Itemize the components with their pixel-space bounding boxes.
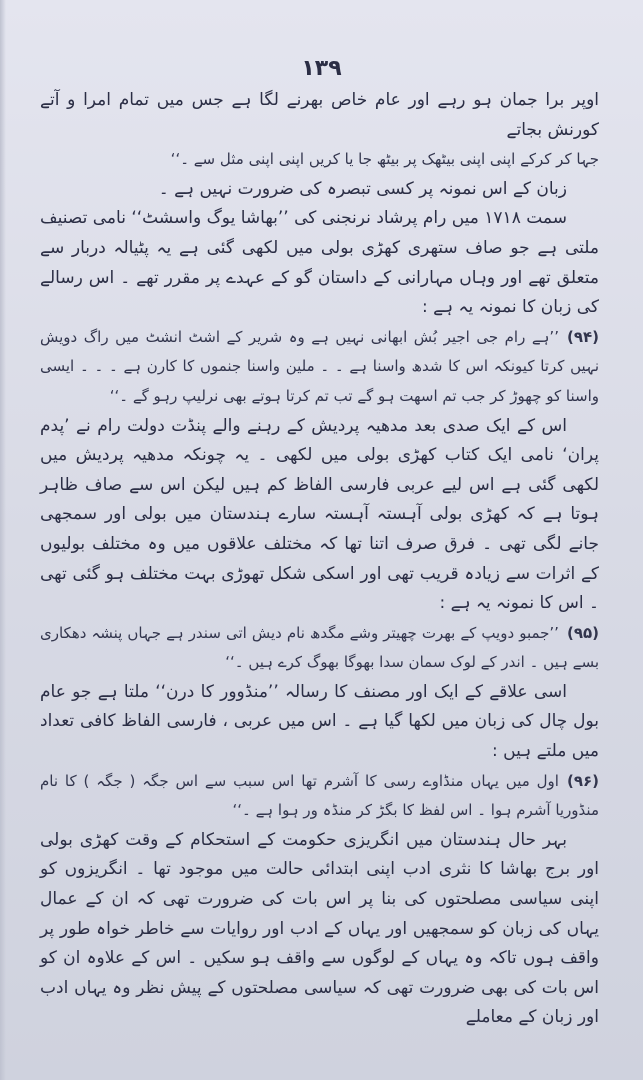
quoted-passage <box>40 767 599 826</box>
quote-number: (۹۴) <box>566 327 599 346</box>
quote-number: (۹۵) <box>566 623 599 642</box>
quoted-passage <box>40 619 599 678</box>
quoted-passage <box>40 145 599 175</box>
quote-text: ’’ہے رام جی اجیر بُش ابھانی نہیں ہے وہ شریر کے اشٹ انشٹ میں راگ دویش نہیں کرتا کیونکہ اس کا شدھ واسنا ہے ۔ ۔ ملین واسنا جنموں کا کارن ہے ۔ ۔ ۔ ایسی واسنا کو چھوڑ کر جب تم اسھت ہو گے تب تم کرتا ہوتے بھی نرلیپ رہو گے ۔‘‘ <box>40 327 599 405</box>
paragraph: اسی علاقے کے ایک اور مصنف کا رسالہ ’’منڈوور کا درن‘‘ ملتا ہے جو عام بول چال کی زبان میں لکھا گیا ہے ۔ اس میں عربی ، فارسی الفاظ کافی تعداد میں ملتے ہیں : <box>40 681 599 762</box>
paragraph: سمت ۱۷۱۸ میں رام پرشاد نرنجنی کی ’’بھاشا یوگ واسشٹ‘‘ نامی تصنیف ملتی ہے جو صاف ستھری کھڑی بولی میں لکھی گئی ہے یہ پٹیالہ دربار سے متعلق تھے اور وہاں مہارانی کے داستان گو کے عہدے پر مقرر تھے ۔ اس رسالے کی زبان کا نمونہ یہ ہے : <box>40 208 599 318</box>
quote-number: (۹۶) <box>566 771 599 790</box>
paragraph: زبان کے اس نمونہ پر کسی تبصرہ کی ضرورت نہیں ہے ۔ <box>158 178 567 199</box>
quote-text: اول میں یہاں منڈاوے رسی کا آشرم تھا اس سبب سے اس جگہ ( جگہ ) کا نام منڈوریا آشرم ہوا ۔ اس لفظ کا بگڑ کر منڈہ ور ہوا ہے ۔‘‘ <box>40 771 599 820</box>
paragraph: اس کے ایک صدی بعد مدھیہ پردیش کے رہنے والے پنڈت دولت رام نے ’پدم پران‘ نامی ایک کتاب کھڑی بولی میں لکھی ۔ یہ چونکہ مدھیہ پردیش میں لکھی گئی ہے اس لیے عربی فارسی الفاظ کم ہیں لیکن اس سے صاف ظاہر ہوتا ہے کہ کھڑی بولی آہستہ آہستہ سارے ہندستان میں بولی اور سمجھی جانے لگی تھی ۔ فرق صرف اتنا تھا کہ مختلف علاقوں میں وہ مختلف بولیوں کے اثرات سے زیادہ قریب تھی اور اسکی شکل تھوڑی بہت مختلف ہو گئی تھی ۔ اس کا نمونہ یہ ہے : <box>40 415 599 614</box>
page-edge-shadow <box>0 0 6 1080</box>
quote-text: جہا کر کرکے اپنی اپنی بیٹھک پر بیٹھ جا یا کریں اپنی اپنی مثل سے ۔‘‘ <box>170 150 599 169</box>
paragraph: بہر حال ہندستان میں انگریزی حکومت کے استحکام کے وقت کھڑی بولی اور برج بھاشا کا نثری ادب اپنی ابتدائی حالت میں موجود تھا ۔ انگریزوں کو اپنی سیاسی مصلحتوں کی بنا پر اس بات کی ضرورت تھی کہ ان کے عمال یہاں کی زبان کو سمجھیں اور یہاں کے ادب اور روایات سے خاطر خواہ طور پر واقف ہوں تاکہ وہ یہاں کے لوگوں سے واقف ہو سکیں ۔ اس کے علاوہ ان کو اس بات کی بھی ضرورت تھی کہ سیاسی مصلحتوں کے پیش نظر وہ یہاں ادب اور زبان کے معاملے <box>40 829 599 1028</box>
quote-text: ’’جمبو دویپ کے بھرت چھیتر وشے مگدھ نام دیش اتی سندر ہے جہاں پنشہ دھکاری بسے ہیں ۔ اندر کے لوک سمان سدا بھوگا بھوگ کرے ہیں ۔‘‘ <box>40 623 599 672</box>
paragraph: اوپر برا جمان ہو رہے اور عام خاص بھرنے لگا ہے جس میں تمام امرا و آتے کورنش بجاتے <box>40 90 599 140</box>
quoted-passage <box>40 323 599 412</box>
page-number: ۱۳۹ <box>301 56 342 81</box>
page-body-text <box>40 86 599 1033</box>
